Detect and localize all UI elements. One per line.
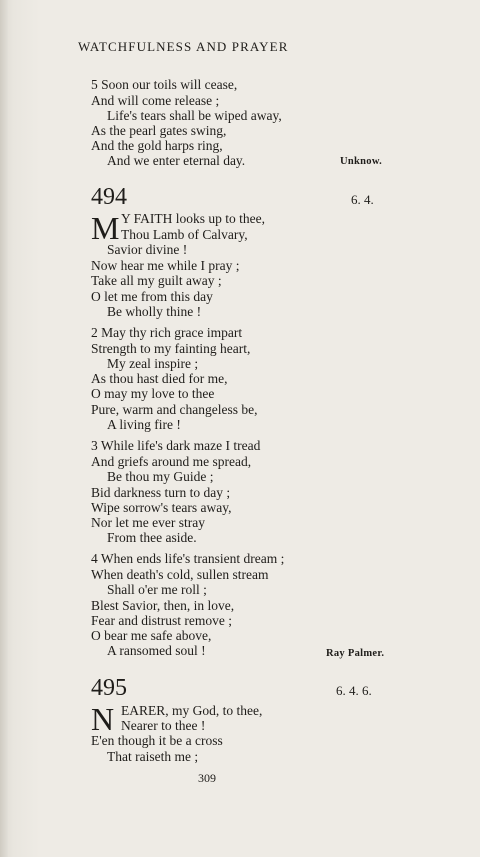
verse-line: Be thou my Guide ; bbox=[107, 469, 214, 484]
verse-line: Wipe sorrow's tears away, bbox=[91, 500, 232, 515]
verse-line: Bid darkness turn to day ; bbox=[91, 485, 231, 500]
author-credit: Ray Palmer. bbox=[326, 648, 385, 659]
verse-line: E'en though it be a cross bbox=[91, 733, 223, 748]
verse-line: O let me from this day bbox=[91, 289, 213, 304]
verse-line: Shall o'er me roll ; bbox=[107, 582, 207, 597]
verse-line: Now hear me while I pray ; bbox=[91, 258, 240, 273]
verse-line: Savior divine ! bbox=[107, 242, 188, 257]
verse-line: 3 While life's dark maze I tread bbox=[91, 438, 261, 453]
verse-line: As thou hast died for me, bbox=[91, 371, 228, 386]
drop-cap: N bbox=[91, 701, 115, 737]
verse-line: A ransomed soul ! bbox=[107, 643, 206, 658]
verse-line: Be wholly thine ! bbox=[107, 304, 202, 319]
verse-line: Take all my guilt away ; bbox=[91, 273, 222, 288]
verse-line: O may my love to thee bbox=[91, 386, 215, 401]
verse-line: Strength to my fainting heart, bbox=[91, 341, 251, 356]
verse-line: EARER, my God, to thee, bbox=[121, 703, 263, 718]
verse-line: From thee aside. bbox=[107, 530, 197, 545]
verse-line: 5 Soon our toils will cease, bbox=[91, 77, 238, 92]
verse-line: And will come release ; bbox=[91, 93, 220, 108]
verse-line: Nearer to thee ! bbox=[121, 718, 206, 733]
author-credit: Unknow.​ bbox=[340, 156, 383, 167]
page-spine-shadow bbox=[0, 0, 8, 857]
hymn-number: 495 bbox=[91, 675, 127, 701]
verse-line: Nor let me ever stray bbox=[91, 515, 205, 530]
hymn-meter: 6. 4. 6. bbox=[336, 683, 372, 698]
verse-line: My zeal inspire ; bbox=[107, 356, 199, 371]
page-number: 309 bbox=[198, 771, 216, 785]
verse-line: And griefs around me spread, bbox=[91, 454, 252, 469]
verse-line: 4 When ends life's transient dream ; bbox=[91, 551, 285, 566]
verse-line: That raiseth me ; bbox=[107, 749, 199, 764]
verse-line: As the pearl gates swing, bbox=[91, 123, 227, 138]
verse-line: Life's tears shall be wiped away, bbox=[107, 108, 282, 123]
verse-line: When death's cold, sullen stream bbox=[91, 567, 269, 582]
page-header: WATCHFULNESS AND PRAYER bbox=[78, 39, 289, 54]
verse-line: Blest Savior, then, in love, bbox=[91, 598, 235, 613]
drop-cap: M bbox=[91, 210, 120, 246]
verse-line: Pure, warm and changeless be, bbox=[91, 402, 258, 417]
verse-line: A living fire ! bbox=[107, 417, 181, 432]
hymn-meter: 6. 4. bbox=[351, 192, 374, 207]
verse-line: Y FAITH looks up to thee, bbox=[121, 211, 265, 226]
verse-line: Fear and distrust remove ; bbox=[91, 613, 232, 628]
verse-line: Thou Lamb of Calvary, bbox=[121, 227, 248, 242]
verse-line: And we enter eternal day. bbox=[107, 153, 246, 168]
verse-line: And the gold harps ring, bbox=[91, 138, 223, 153]
verse-line: 2 May thy rich grace impart bbox=[91, 325, 243, 340]
hymn-number: 494 bbox=[91, 184, 127, 210]
verse-line: O bear me safe above, bbox=[91, 628, 212, 643]
